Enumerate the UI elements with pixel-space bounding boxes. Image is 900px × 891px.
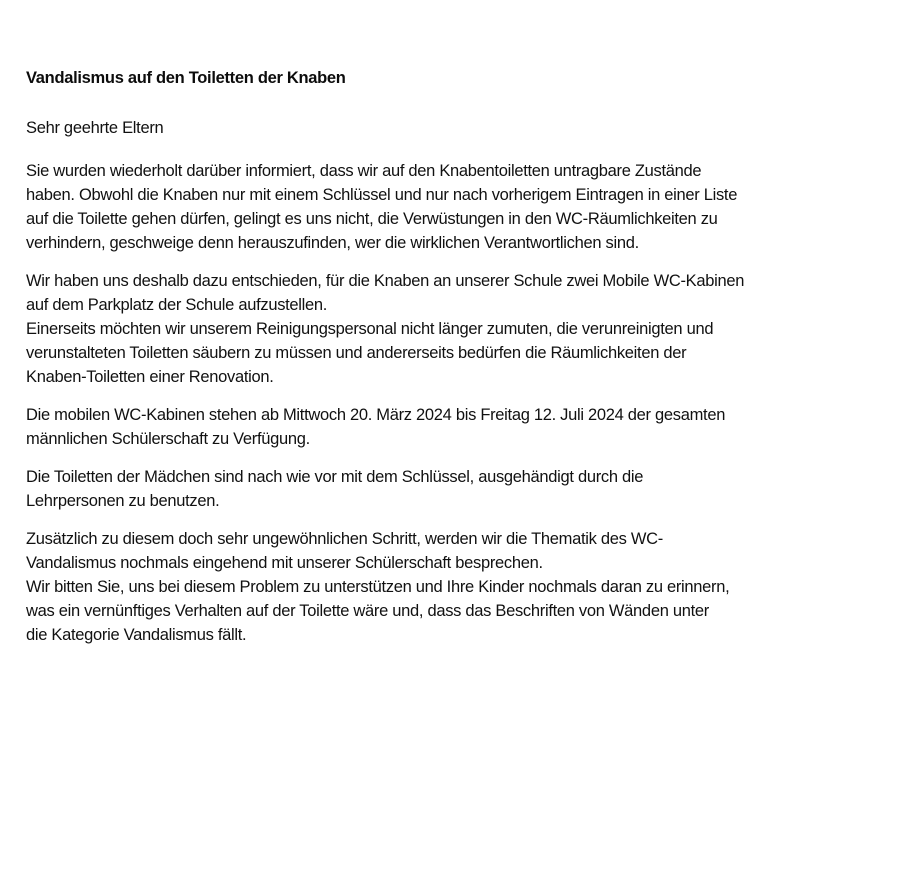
paragraph-girls-toilets	[26, 465, 876, 513]
text-line: Einerseits möchten wir unserem Reinigungspersonal nicht länger zumuten, die verunreinigten und	[26, 320, 714, 338]
text-line: haben. Obwohl die Knaben nur mit einem Schlüssel und nur nach vorherigem Eintragen in einer Liste	[26, 186, 738, 204]
text-line: die Kategorie Vandalismus fällt.	[26, 626, 247, 644]
text-line: was ein vernünftiges Verhalten auf der Toilette wäre und, dass das Beschriften von Wänden unter	[26, 602, 709, 620]
text-line: Wir bitten Sie, uns bei diesem Problem zu unterstützen und Ihre Kinder nochmals daran zu erinnern,	[26, 578, 730, 596]
text-line: Knaben-Toiletten einer Renovation.	[26, 368, 274, 386]
text-line: verunstalteten Toiletten säubern zu müssen und andererseits bedürfen die Räumlichkeiten der	[26, 344, 687, 362]
text-line: auf die Toilette gehen dürfen, gelingt es uns nicht, die Verwüstungen in den WC-Räumlichkeiten zu	[26, 210, 718, 228]
letter-body	[26, 66, 876, 661]
letter-title: Vandalismus auf den Toiletten der Knaben	[26, 69, 346, 87]
paragraph-information	[26, 159, 876, 255]
text-line: Wir haben uns deshalb dazu entschieden, für die Knaben an unserer Schule zwei Mobile WC-Kabinen	[26, 272, 745, 290]
text-line: Sie wurden wiederholt darüber informiert, dass wir auf den Knabentoiletten untragbare Zustände	[26, 162, 702, 180]
text-line: Zusätzlich zu diesem doch sehr ungewöhnlichen Schritt, werden wir die Thematik des WC-	[26, 530, 663, 548]
text-line: männlichen Schülerschaft zu Verfügung.	[26, 430, 310, 448]
text-line: Die mobilen WC-Kabinen stehen ab Mittwoch 20. März 2024 bis Freitag 12. Juli 2024 der gesamten	[26, 406, 726, 424]
paragraph-decision	[26, 269, 876, 389]
text-line: auf dem Parkplatz der Schule aufzustellen.	[26, 296, 328, 314]
letter-salutation: Sehr geehrte Eltern	[26, 119, 164, 137]
paragraph-dates	[26, 403, 876, 451]
text-line: Vandalismus nochmals eingehend mit unserer Schülerschaft besprechen.	[26, 554, 543, 572]
text-line: Lehrpersonen zu benutzen.	[26, 492, 220, 510]
text-line: Die Toiletten der Mädchen sind nach wie vor mit dem Schlüssel, ausgehändigt durch die	[26, 468, 644, 486]
text-line: verhindern, geschweige denn herauszufinden, wer die wirklichen Verantwortlichen sind.	[26, 234, 639, 252]
paragraph-appeal	[26, 527, 876, 647]
